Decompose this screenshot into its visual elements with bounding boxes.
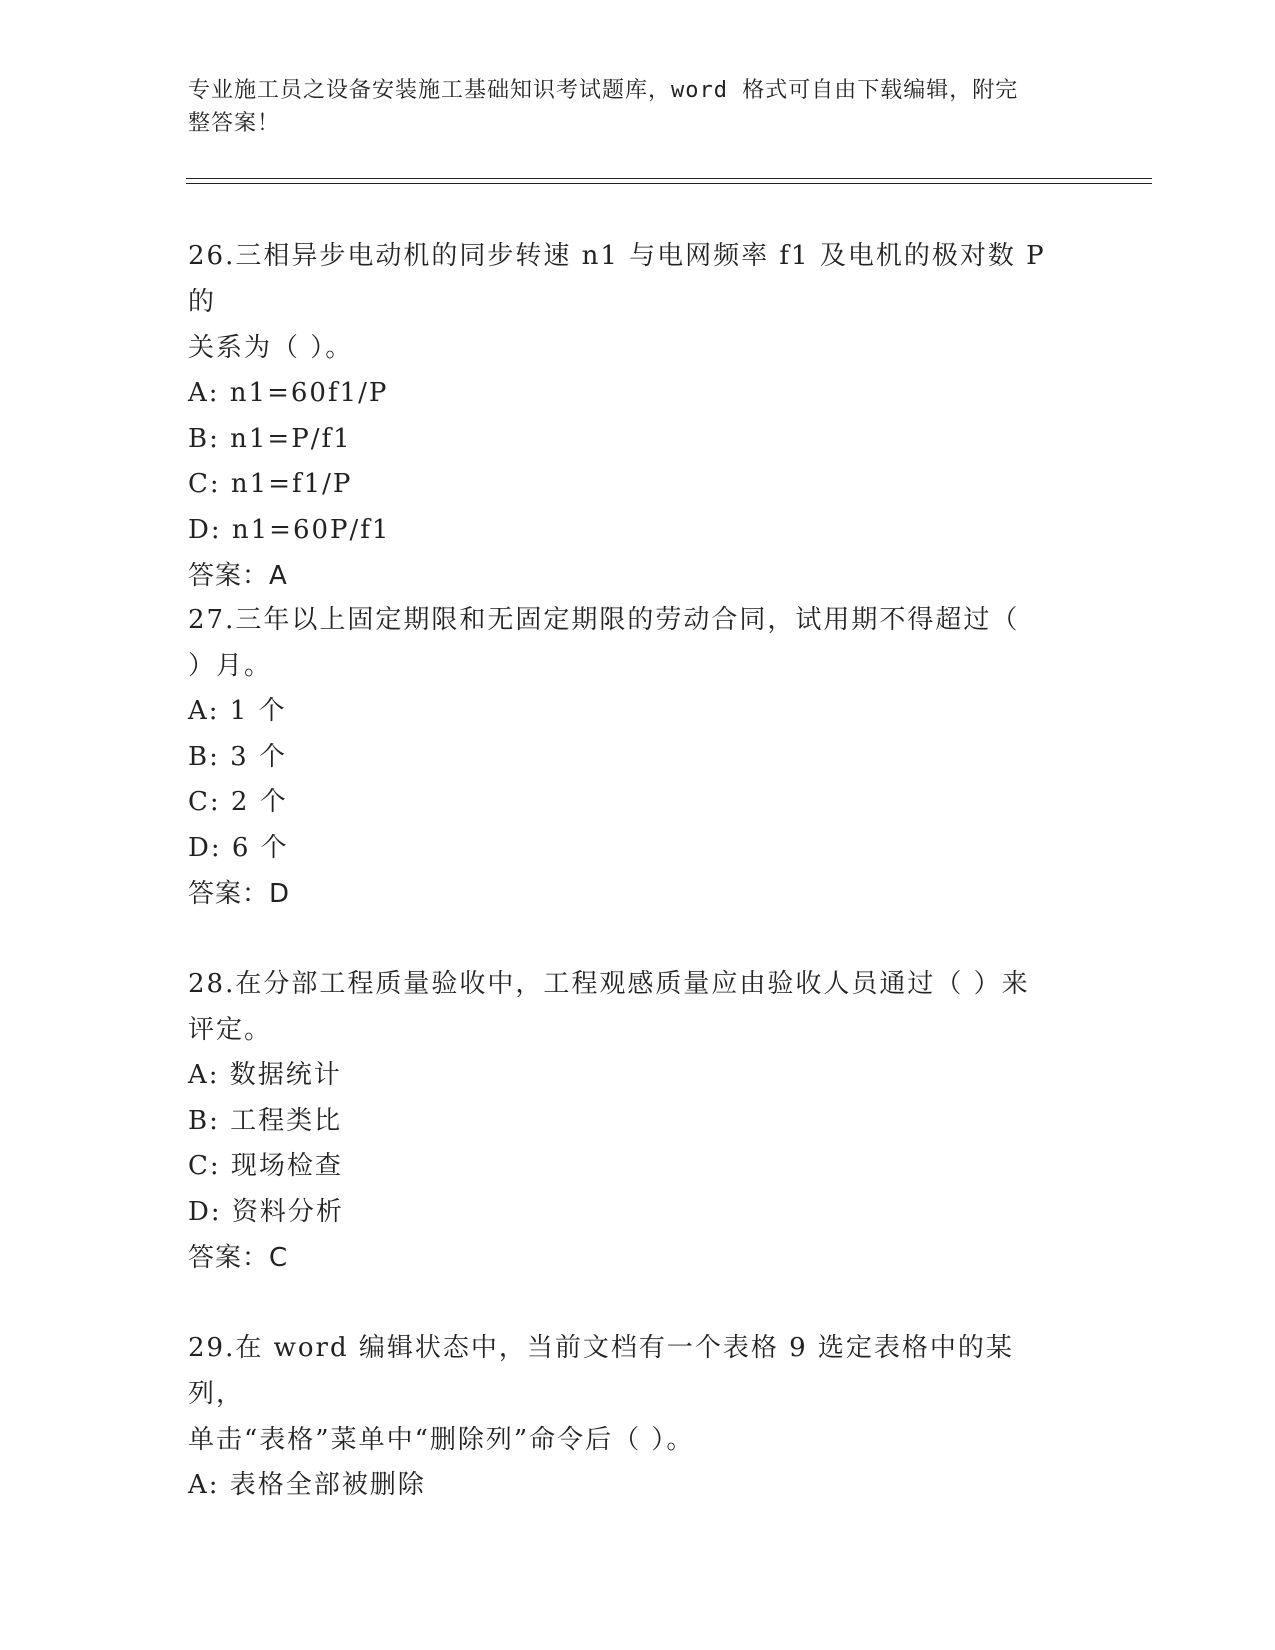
option-b: B: 3 个 (188, 741, 287, 772)
question-stem: 29.在 word 编辑状态中，当前文档有一个表格 9 选定表格中的某列， (188, 1333, 1014, 1409)
question-29 (188, 1325, 1068, 1509)
question-26 (188, 233, 1068, 599)
question-stem: 26.三相异步电动机的同步转速 n1 与电网频率 f1 及电机的极对数 P 的 (188, 241, 1046, 317)
question-stem-continued: 评定。 (188, 1015, 273, 1045)
document-header (188, 74, 1068, 140)
question-stem-continued: 关系为（ ）。 (188, 333, 354, 363)
option-c: C: 现场检查 (188, 1151, 343, 1181)
header-line-2: 整答案！ (188, 111, 281, 136)
question-stem: 27.三年以上固定期限和无固定期限的劳动合同，试用期不得超过（ (188, 605, 1020, 635)
answer: 答案：D (188, 879, 291, 909)
option-d: D: 6 个 (188, 832, 289, 863)
option-a: A: 表格全部被删除 (188, 1470, 426, 1500)
answer: 答案：C (188, 1243, 289, 1273)
option-c: C: 2 个 (188, 787, 288, 817)
header-divider-top (186, 178, 1152, 179)
question-28 (188, 961, 1068, 1281)
question-stem-continued: 单击“表格”菜单中“删除列”命令后（ ）。 (188, 1425, 695, 1455)
header-divider-bottom (186, 183, 1152, 184)
option-a: A: 1 个 (188, 696, 287, 726)
option-d: D: n1=60P/f1 (188, 514, 391, 545)
option-b: B: n1=P/f1 (188, 423, 352, 454)
option-a: A: 数据统计 (188, 1060, 342, 1090)
question-stem: 28.在分部工程质量验收中，工程观感质量应由验收人员通过（ ）来 (188, 969, 1030, 999)
option-b: B: 工程类比 (188, 1105, 343, 1136)
answer: 答案：A (188, 561, 288, 591)
question-stem-continued: ）月。 (188, 651, 273, 681)
option-a: A: n1=60f1/P (188, 378, 389, 408)
question-27 (188, 597, 1068, 917)
header-line-1: 专业施工员之设备安装施工基础知识考试题库，word 格式可自由下载编辑，附完 (188, 78, 1019, 103)
option-c: C: n1=f1/P (188, 469, 353, 499)
option-d: D: 资料分析 (188, 1196, 344, 1227)
